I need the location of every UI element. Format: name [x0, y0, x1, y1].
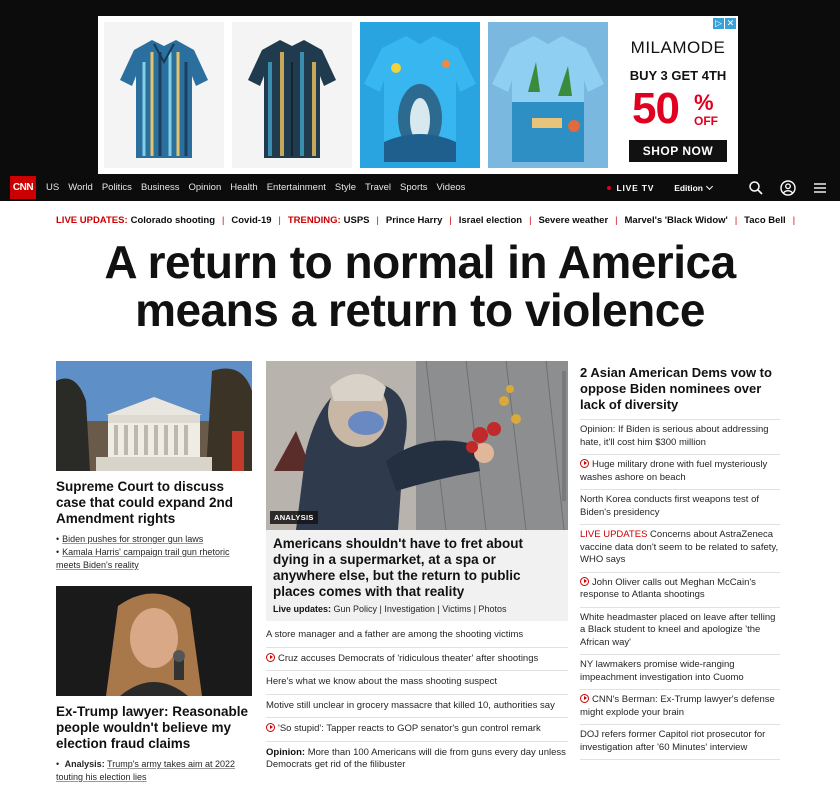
list-item-text[interactable]: More than 100 Americans will die from guns every day unless Democrats get rid of the filibuster [266, 746, 566, 770]
middle-lead-caption [266, 530, 568, 621]
close-icon[interactable]: ✕ [726, 18, 735, 28]
menu-icon[interactable] [812, 180, 828, 196]
ad-shop-now-button[interactable]: SHOP NOW [629, 140, 727, 162]
ad-choices[interactable] [713, 18, 736, 29]
ad-discount [618, 86, 738, 136]
ad-discount-percent: % [694, 90, 714, 115]
ad-copy[interactable] [618, 16, 738, 174]
play-icon [580, 694, 589, 703]
list-item-text[interactable]: John Oliver calls out Meghan McCain's response to Atlanta shootings [580, 576, 756, 600]
nav-link-style[interactable]: Style [334, 182, 356, 193]
play-icon [580, 459, 589, 468]
nav-link-travel[interactable]: Travel [365, 182, 392, 193]
main-nav [0, 174, 840, 201]
nav-link-health[interactable]: Health [230, 182, 258, 193]
list-item[interactable] [266, 648, 568, 672]
nav-links [46, 174, 465, 201]
story-supreme-court-links [56, 533, 252, 572]
edition-label: Edition [674, 182, 703, 193]
list-item[interactable] [266, 624, 568, 648]
trending-separator: | [615, 215, 618, 225]
analysis-tag: ANALYSIS [270, 511, 318, 524]
trending-separator: | [734, 215, 738, 225]
ad-discount-number: 50 [632, 84, 679, 133]
nav-link-sports[interactable]: Sports [400, 182, 428, 193]
ad-shirt-image-4[interactable] [488, 22, 608, 168]
trending-link-severe-weather[interactable]: Severe weather [538, 214, 609, 226]
list-item-text[interactable]: Motive still unclear in grocery massacre that killed 10, authorities say [266, 699, 555, 711]
trending-link-black-widow[interactable]: Marvel's 'Black Widow' [624, 214, 728, 226]
chevron-down-icon [706, 182, 713, 189]
list-item-text[interactable]: DOJ refers former Capitol riot prosecutor for investigation after '60 Minutes' interview [580, 729, 766, 753]
nav-link-entertainment[interactable]: Entertainment [266, 182, 326, 193]
list-item-text[interactable]: Huge military drone with fuel mysteriously washes ashore on beach [580, 459, 768, 483]
story-supreme-court-title[interactable]: Supreme Court to discuss case that could expand 2nd Amendment rights [56, 479, 234, 526]
live-updates-label: LIVE UPDATES: [56, 214, 128, 226]
trending-separator: | [376, 215, 379, 225]
ad-offer: BUY 3 GET 4TH [629, 68, 727, 83]
top-headline[interactable] [0, 238, 840, 334]
play-icon [266, 723, 275, 732]
trending-separator: | [222, 215, 225, 225]
live-tv-link[interactable] [607, 183, 654, 193]
nav-right [607, 174, 828, 201]
list-item[interactable] [580, 525, 780, 573]
list-item[interactable] [266, 695, 568, 719]
list-item-text[interactable]: Concerns about AstraZeneca vaccine data don't seem to be related to safety, WHO says [580, 529, 779, 565]
list-item-text[interactable]: 'So stupid': Tapper reacts to GOP senator's gun control remark [278, 723, 541, 734]
play-icon [266, 653, 275, 662]
play-icon [580, 577, 589, 586]
list-item-text[interactable]: NY lawmakers promise wide-ranging impeachment investigation into Cuomo [580, 659, 744, 683]
live-dot-icon [607, 186, 611, 190]
account-icon[interactable] [780, 180, 796, 196]
list-item[interactable] [580, 690, 780, 725]
list-item-text[interactable]: CNN's Berman: Ex-Trump lawyer's defense might explode your brain [580, 694, 775, 718]
right-lead-title[interactable]: 2 Asian American Dems vow to oppose Biden nominees over lack of diversity [580, 365, 780, 420]
top-headline-line-2[interactable]: means a return to violence [135, 284, 705, 336]
supreme-court-image[interactable] [56, 361, 252, 471]
link-trump-army[interactable] [56, 758, 252, 784]
list-item-text[interactable]: A store manager and a father are among the shooting victims [266, 629, 524, 640]
trending-link-covid[interactable]: Covid-19 [231, 214, 272, 226]
list-item[interactable] [266, 718, 568, 742]
nav-link-business[interactable]: Business [140, 182, 180, 193]
ad-shirt-image-1[interactable] [104, 22, 224, 168]
live-updates-label: Live updates: [273, 604, 332, 614]
live-tv-label: LIVE TV [616, 182, 655, 193]
middle-column [266, 361, 568, 777]
list-item[interactable] [580, 655, 780, 690]
list-item-text[interactable]: White headmaster placed on leave after telling a Black student to kneel and apologize 'the African way' [580, 611, 776, 648]
link-text[interactable]: Biden pushes for stronger gun laws [62, 534, 204, 544]
trending-label: TRENDING: [287, 214, 341, 226]
live-updates-label: LIVE UPDATES [580, 529, 648, 540]
link-text[interactable]: Trump's army takes aim at 2022 touting his election lies [56, 759, 235, 782]
ad-shirt-image-2[interactable] [232, 22, 352, 168]
ad-banner-bar [0, 0, 840, 174]
list-item[interactable] [580, 455, 780, 490]
story-ex-trump-lawyer-links [56, 758, 252, 784]
cnn-logo[interactable]: CNN [10, 176, 36, 199]
trending-bar [56, 212, 802, 228]
list-item[interactable] [580, 420, 780, 455]
right-column [580, 361, 780, 760]
list-item-text[interactable]: North Korea conducts first weapons test of Biden's presidency [580, 494, 760, 518]
ad-discount-off: OFF [694, 114, 718, 128]
trending-link-israel-election[interactable]: Israel election [458, 214, 523, 226]
ad-shirt-image-3[interactable] [360, 22, 480, 168]
list-item[interactable] [580, 573, 780, 608]
list-item[interactable] [580, 608, 780, 656]
middle-live-updates [273, 604, 561, 614]
list-item[interactable] [266, 742, 568, 777]
list-item[interactable] [266, 671, 568, 695]
ex-trump-lawyer-image[interactable] [56, 586, 252, 696]
analysis-label: Analysis: [64, 759, 105, 769]
trending-link-prince-harry[interactable]: Prince Harry [385, 214, 443, 226]
nav-link-politics[interactable]: Politics [101, 182, 132, 193]
trending-separator: | [278, 215, 281, 225]
trending-link-usps[interactable]: USPS [343, 214, 370, 226]
trending-separator: | [529, 215, 532, 225]
middle-story-list [266, 624, 568, 777]
nav-link-us[interactable]: US [46, 182, 60, 193]
trending-link-taco-bell[interactable]: Taco Bell [744, 214, 786, 226]
nav-link-opinion[interactable]: Opinion [188, 182, 222, 193]
story-ex-trump-lawyer-title[interactable]: Ex-Trump lawyer: Reasonable people wouldn't believe my election fraud claims [56, 704, 249, 751]
list-item-text[interactable]: Here's what we know about the mass shooting suspect [266, 676, 497, 687]
list-item-text[interactable]: Cruz accuses Democrats of 'ridiculous theater' after shootings [278, 652, 539, 664]
nav-link-videos[interactable]: Videos [436, 182, 466, 193]
list-item[interactable] [580, 490, 780, 525]
adchoices-icon[interactable]: ▷ [713, 18, 724, 29]
nav-link-world[interactable]: World [68, 182, 93, 193]
link-text[interactable]: Kamala Harris' campaign trail gun rhetoric meets Biden's reality [56, 547, 230, 570]
list-item[interactable] [580, 725, 780, 760]
link-biden-gun-laws[interactable] [56, 533, 252, 546]
list-item-text[interactable]: Opinion: If Biden is serious about addressing hate, it'll cost him $300 million [580, 424, 769, 448]
live-updates-links[interactable]: Gun Policy | Investigation | Victims | Photos [333, 604, 507, 614]
search-icon[interactable] [748, 180, 764, 196]
trending-separator: | [792, 215, 796, 225]
opinion-label: Opinion: [266, 746, 306, 758]
trending-link-colorado-shooting[interactable]: Colorado shooting [130, 214, 216, 226]
trending-separator: | [449, 215, 452, 225]
left-column [56, 361, 252, 784]
memorial-hero-image[interactable] [266, 361, 568, 530]
right-story-list [580, 420, 780, 760]
ad-brand: MILAMODE [630, 38, 726, 57]
ad-banner[interactable] [98, 16, 738, 174]
edition-selector[interactable] [674, 183, 712, 193]
middle-lead-title[interactable]: Americans shouldn't have to fret about dying in a supermarket, at a spa or anywhere else, but the return to public places comes with that reality [273, 536, 523, 599]
link-harris-gun-rhetoric[interactable] [56, 546, 252, 572]
top-headline-line-1[interactable]: A return to normal in America [104, 236, 736, 288]
